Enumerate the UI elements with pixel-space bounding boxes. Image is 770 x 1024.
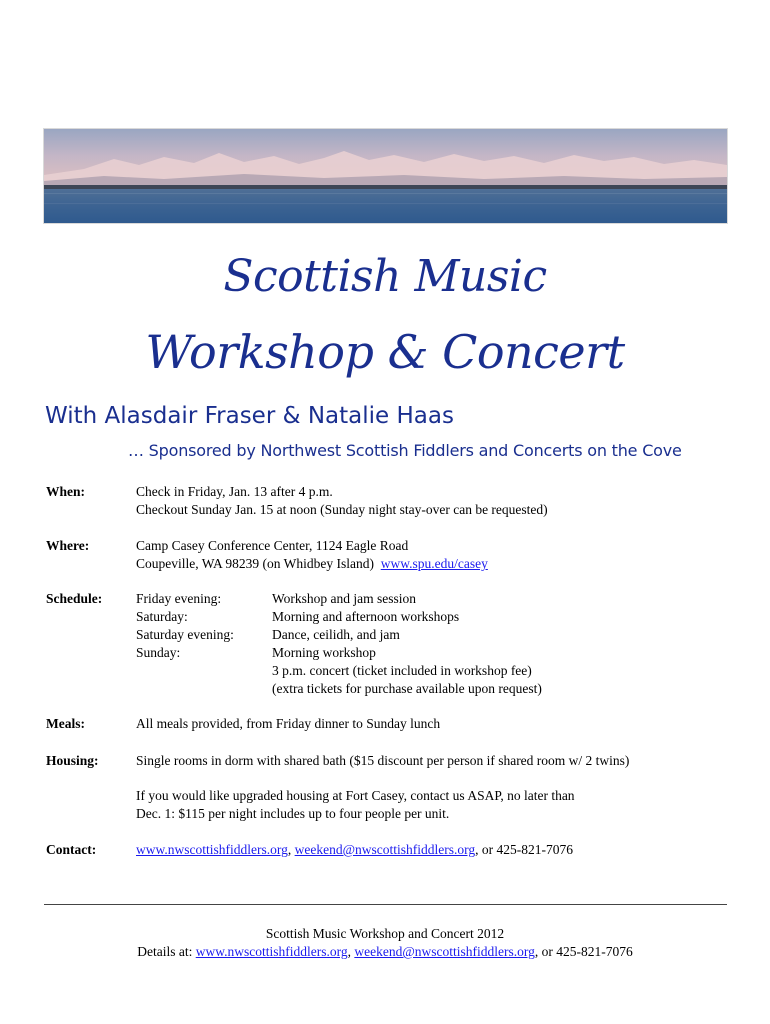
schedule-activities xyxy=(272,590,542,698)
housing-text: Single rooms in dorm with shared bath ($15 discount per person if shared room w/ 2 twins) xyxy=(136,753,630,768)
footer-details xyxy=(0,943,770,961)
schedule-activity: Morning and afternoon workshops xyxy=(272,609,460,624)
schedule-day: Friday evening: xyxy=(136,591,222,606)
schedule-activity: Dance, ceilidh, and jam xyxy=(272,627,400,642)
footer-divider xyxy=(44,904,727,905)
footer-website-link[interactable]: www.nwscottishfiddlers.org xyxy=(195,944,348,959)
housing-label: Housing: xyxy=(46,753,99,768)
upgrade-line-1: If you would like upgraded housing at Fort Casey, contact us ASAP, no later than xyxy=(136,788,575,803)
schedule-activity: Morning workshop xyxy=(272,645,376,660)
schedule-day: Sunday: xyxy=(136,645,181,660)
venue-link[interactable]: www.spu.edu/casey xyxy=(380,556,488,571)
when-details xyxy=(136,483,548,519)
sponsor-line: … Sponsored by Northwest Scottish Fiddlers and Concerts on the Cove xyxy=(128,441,682,460)
banner-photo xyxy=(44,129,727,223)
meals-text: All meals provided, from Friday dinner to Sunday lunch xyxy=(136,716,441,731)
contact-label: Contact: xyxy=(46,842,97,857)
upgrade-line-2: Dec. 1: $115 per night includes up to four people per unit. xyxy=(136,806,450,821)
schedule-activity: Workshop and jam session xyxy=(272,591,417,606)
website-link[interactable]: www.nwscottishfiddlers.org xyxy=(136,842,288,857)
schedule-day: Saturday evening: xyxy=(136,627,234,642)
contact-phone: , or 425-821-7076 xyxy=(475,842,574,857)
contact-details xyxy=(136,841,573,859)
schedule-days xyxy=(136,590,234,662)
contact-separator: , xyxy=(287,842,295,857)
footer-prefix: Details at: xyxy=(137,944,196,959)
footer-separator: , xyxy=(347,944,355,959)
address-line: Camp Casey Conference Center, 1124 Eagle Road xyxy=(136,538,409,553)
city-line xyxy=(136,555,488,573)
meals-label: Meals: xyxy=(46,716,85,731)
footer-title: Scottish Music Workshop and Concert 2012 xyxy=(265,926,505,941)
email-link[interactable]: weekend@nwscottishfiddlers.org xyxy=(294,842,476,857)
checkout-text: Checkout Sunday Jan. 15 at noon (Sunday night stay-over can be requested) xyxy=(136,502,548,517)
subtitle-performers: With Alasdair Fraser & Natalie Haas xyxy=(45,403,454,429)
city-text: Coupeville, WA 98239 (on Whidbey Island) xyxy=(136,556,374,571)
schedule-day: Saturday: xyxy=(136,609,188,624)
checkin-text: Check in Friday, Jan. 13 after 4 p.m. xyxy=(136,484,333,499)
title-line-1: Scottish Music xyxy=(223,251,547,302)
housing-upgrade xyxy=(136,787,575,823)
schedule-label: Schedule: xyxy=(46,591,103,606)
when-label: When: xyxy=(46,484,86,499)
schedule-activity: 3 p.m. concert (ticket included in workshop fee) xyxy=(272,663,532,678)
where-details xyxy=(136,537,488,573)
footer-email-link[interactable]: weekend@nwscottishfiddlers.org xyxy=(354,944,535,959)
where-label: Where: xyxy=(46,538,90,553)
schedule-activity: (extra tickets for purchase available upon request) xyxy=(272,681,542,696)
landscape-image xyxy=(44,129,727,223)
footer-phone: , or 425-821-7076 xyxy=(534,944,633,959)
title-line-2: Workshop & Concert xyxy=(145,325,625,379)
